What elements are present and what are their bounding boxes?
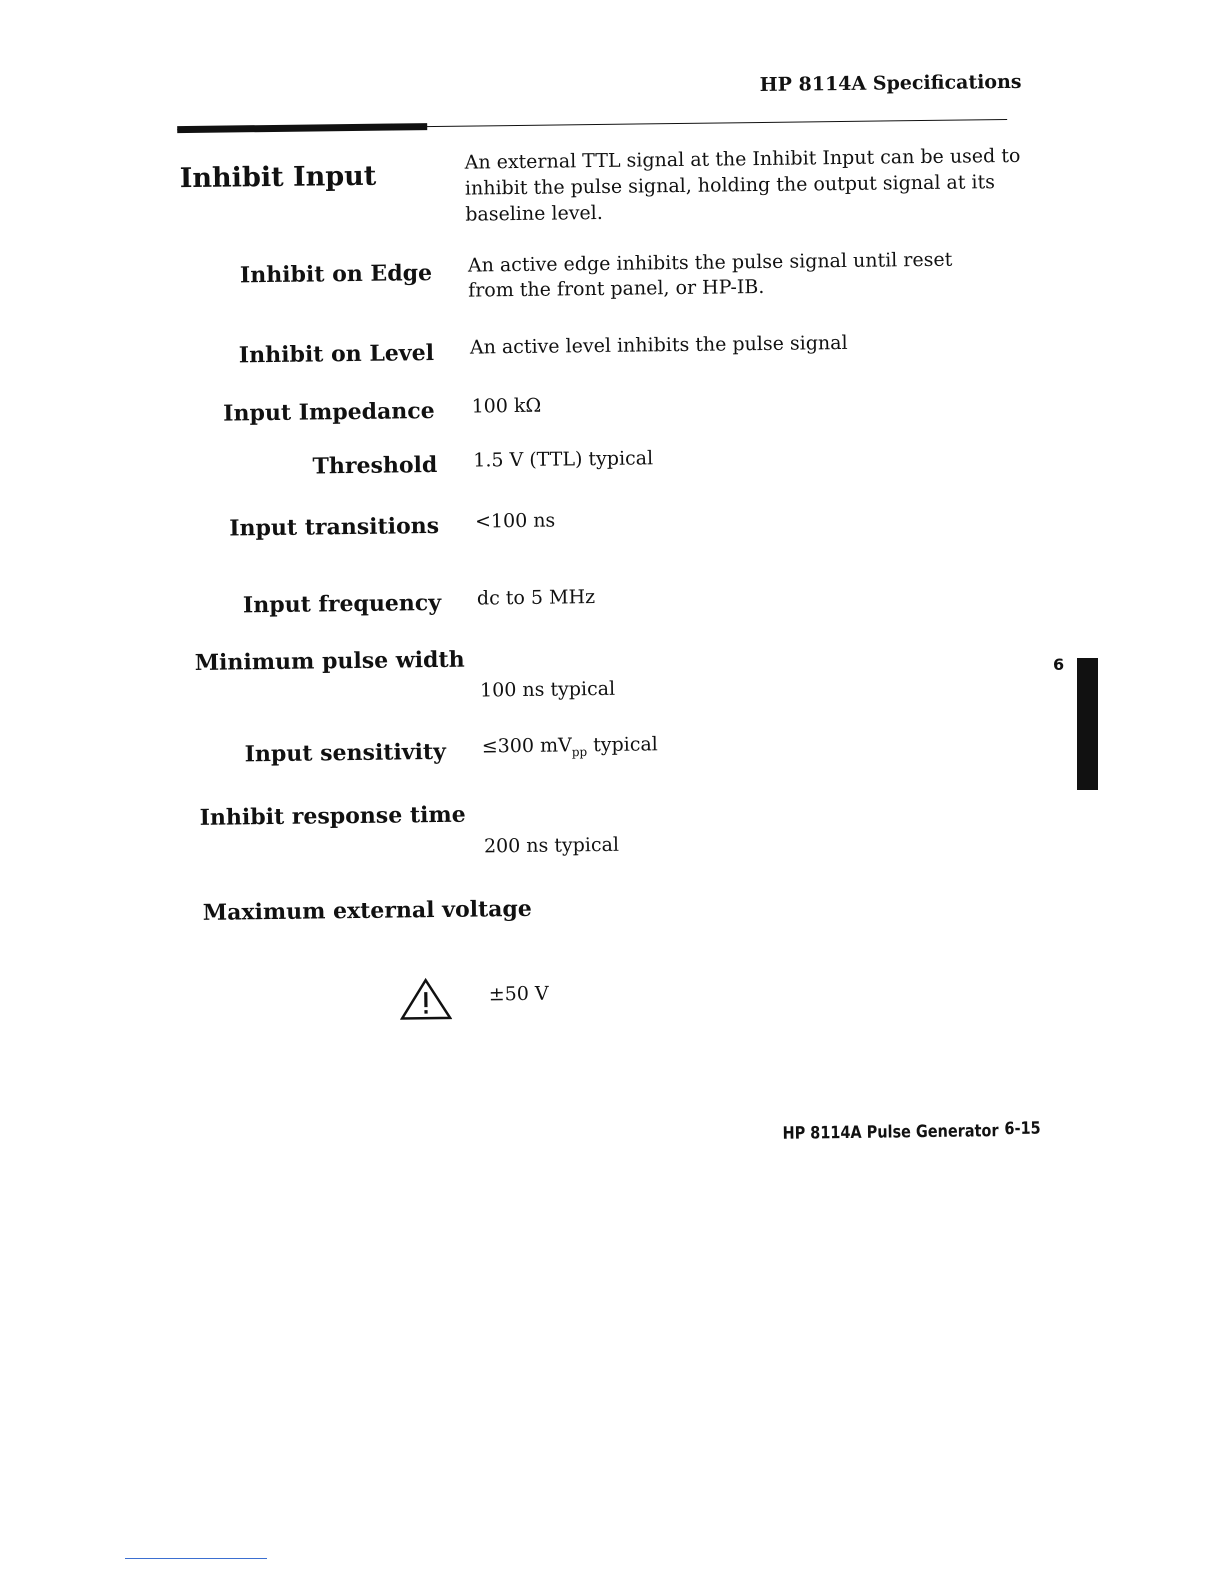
spec-value-minimum-pulse-width: 100 ns typical — [479, 677, 616, 702]
spec-value-inhibit-on-level: An active level inhibits the pulse signal — [469, 331, 848, 359]
spec-value-input-transitions: <100 ns — [474, 509, 556, 533]
section-intro: An external TTL signal at the Inhibit Input can be used to inhibit the pulse signal, holding the output signal at its baseline level. — [464, 144, 1021, 226]
spec-label-input-impedance: Input Impedance — [223, 398, 435, 427]
running-header: HP 8114A Specifications — [759, 70, 1022, 97]
spec-label-minimum-pulse-width: Minimum pulse width — [194, 646, 465, 676]
spec-value-input-sensitivity — [482, 732, 658, 766]
bottom-rule — [125, 1558, 267, 1559]
spec-label-inhibit-on-level: Inhibit on Level — [238, 340, 435, 369]
running-footer: HP 8114A Pulse Generator — [782, 1121, 999, 1144]
chapter-tab-number: 6 — [1053, 655, 1065, 674]
spec-value-maximum-external-voltage: ±50 V — [488, 982, 549, 1006]
spec-value-input-impedance: 100 kΩ — [471, 394, 542, 418]
page-number: 6-15 — [1004, 1118, 1041, 1140]
sensitivity-prefix: ≤300 mV — [481, 734, 572, 758]
chapter-tab-bar — [1077, 658, 1098, 790]
spec-value-input-frequency: dc to 5 MHz — [476, 586, 596, 610]
warning-triangle-icon — [400, 977, 453, 1022]
spec-label-input-transitions: Input transitions — [229, 512, 440, 542]
spec-label-inhibit-response-time: Inhibit response time — [199, 801, 466, 831]
spec-label-inhibit-on-edge: Inhibit on Edge — [239, 260, 433, 289]
spec-label-input-frequency: Input frequency — [242, 589, 442, 619]
spec-value-threshold: 1.5 V (TTL) typical — [473, 447, 654, 472]
spec-label-maximum-external-voltage: Maximum external voltage — [202, 895, 532, 926]
sensitivity-suffix: typical — [586, 733, 658, 757]
section-rule-thick — [177, 123, 427, 133]
spec-value-inhibit-on-edge: An active edge inhibits the pulse signal until reset from the front panel, or HP-IB. — [467, 248, 953, 302]
spec-label-threshold: Threshold — [312, 451, 438, 480]
spec-value-inhibit-response-time: 200 ns typical — [483, 833, 620, 858]
spec-label-input-sensitivity: Input sensitivity — [244, 738, 447, 768]
section-title: Inhibit Input — [179, 160, 377, 195]
sensitivity-subscript: pp — [571, 744, 588, 760]
